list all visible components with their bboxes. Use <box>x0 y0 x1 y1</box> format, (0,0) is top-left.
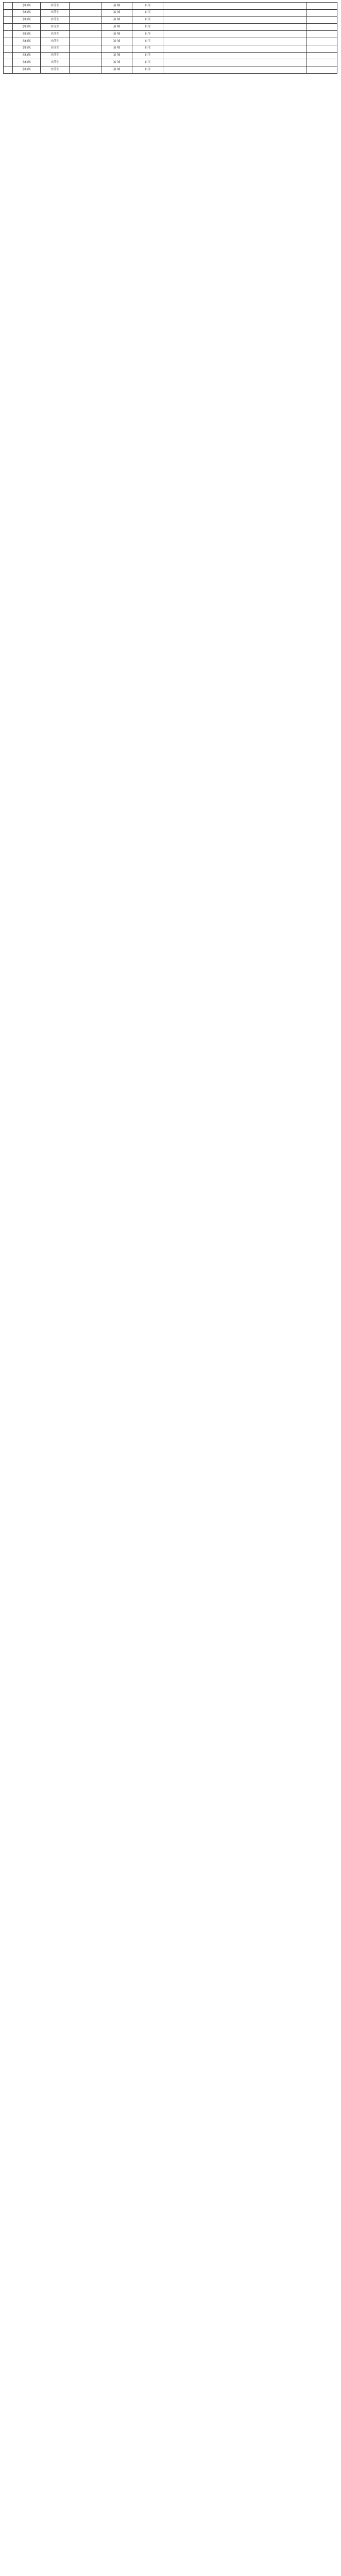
table-cell: 冶 城 <box>101 45 132 52</box>
table-cell <box>4 31 13 38</box>
table-cell: 冶 城 <box>101 17 132 24</box>
table-cell: 冶 城 <box>101 31 132 38</box>
table-cell <box>163 66 306 73</box>
table-cell <box>4 10 13 16</box>
table-cell <box>306 38 337 45</box>
table-cell: 水仙凤 <box>13 31 41 38</box>
table-cell: 自用 <box>132 24 163 30</box>
table-cell <box>70 17 101 24</box>
table-cell <box>70 3 101 9</box>
table-cell: 水佳生 <box>41 45 70 52</box>
table-cell: 冶 城 <box>101 66 132 73</box>
table-cell <box>306 59 337 66</box>
table-cell: 水佳生 <box>41 24 70 30</box>
table-cell: 水佳生 <box>41 38 70 45</box>
table-cell <box>163 59 306 66</box>
table-cell: 水仙凤 <box>13 45 41 52</box>
data-table <box>3 2 337 74</box>
table-cell <box>70 31 101 38</box>
table-cell: 冶 城 <box>101 24 132 30</box>
table-cell <box>70 66 101 73</box>
table-cell: 冶 城 <box>101 10 132 16</box>
table-cell: 自用 <box>132 45 163 52</box>
table-cell <box>306 17 337 24</box>
table-cell: 水仙凤 <box>13 17 41 24</box>
table-row <box>4 17 337 24</box>
table-row <box>4 31 337 38</box>
table-cell <box>4 45 13 52</box>
table-cell <box>4 53 13 59</box>
table-cell <box>163 3 306 9</box>
table-cell <box>4 24 13 30</box>
table-cell: 自用 <box>132 38 163 45</box>
table-cell: 自用 <box>132 31 163 38</box>
table-row <box>4 45 337 53</box>
table-cell <box>70 24 101 30</box>
table-cell <box>70 59 101 66</box>
table-cell: 水仙凤 <box>13 53 41 59</box>
table-row <box>4 24 337 31</box>
table-cell <box>163 53 306 59</box>
table-cell <box>4 17 13 24</box>
table-cell: 水佳生 <box>41 53 70 59</box>
table-cell: 水仙凤 <box>13 59 41 66</box>
table-cell: 自用 <box>132 53 163 59</box>
table-row <box>4 53 337 60</box>
table-cell <box>163 31 306 38</box>
table-cell: 自用 <box>132 59 163 66</box>
table-cell <box>163 10 306 16</box>
table-cell <box>4 59 13 66</box>
table-cell: 水佳生 <box>41 66 70 73</box>
table-cell: 水仙凤 <box>13 24 41 30</box>
table-cell <box>306 3 337 9</box>
table-cell: 水仙凤 <box>13 10 41 16</box>
table-cell: 自用 <box>132 66 163 73</box>
table-cell <box>306 45 337 52</box>
table-cell <box>306 53 337 59</box>
table-cell: 水佳生 <box>41 3 70 9</box>
table-cell <box>163 24 306 30</box>
table-cell: 自用 <box>132 17 163 24</box>
table-cell: 水佳生 <box>41 31 70 38</box>
table-cell <box>4 38 13 45</box>
table-row <box>4 10 337 17</box>
table-cell: 冶 城 <box>101 3 132 9</box>
table-cell <box>163 17 306 24</box>
table-cell <box>306 10 337 16</box>
table-cell: 冶 城 <box>101 38 132 45</box>
table-cell <box>70 53 101 59</box>
table-cell <box>163 38 306 45</box>
table-cell: 水佳生 <box>41 59 70 66</box>
table-cell: 水仙凤 <box>13 38 41 45</box>
table-cell: 自用 <box>132 3 163 9</box>
table-cell <box>306 66 337 73</box>
table-cell <box>70 10 101 16</box>
table-row <box>4 3 337 10</box>
table-cell: 自用 <box>132 10 163 16</box>
table-row <box>4 59 337 66</box>
table-cell <box>70 45 101 52</box>
table-cell: 冶 城 <box>101 59 132 66</box>
table-cell <box>4 66 13 73</box>
table-cell: 水佳生 <box>41 17 70 24</box>
table-cell <box>70 38 101 45</box>
table-row <box>4 66 337 74</box>
table-cell: 冶 城 <box>101 53 132 59</box>
table-cell <box>306 24 337 30</box>
table-cell <box>306 31 337 38</box>
table-cell <box>4 3 13 9</box>
table-cell: 水仙凤 <box>13 3 41 9</box>
table-cell: 水佳生 <box>41 10 70 16</box>
table-cell <box>163 45 306 52</box>
table-cell: 水仙凤 <box>13 66 41 73</box>
table-row <box>4 38 337 45</box>
